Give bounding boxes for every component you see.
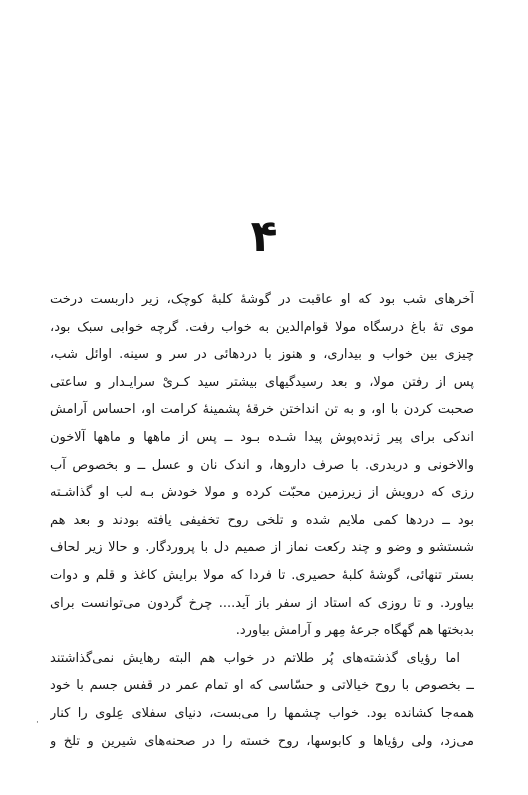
paragraph-1 bbox=[50, 286, 474, 645]
text-line: والاخونی و دربدری. با صرف داروها، و اندک نان و عسل ــ و بخصوص آب bbox=[50, 457, 474, 473]
text-line: بستر تنهائی، گوشهٔ کلبهٔ حصیری. تا فردا که مولا برایش کاغذ و قلم و دوات bbox=[50, 567, 474, 583]
text-line: صحبت کردن با او، و به تن انداختن خرقهٔ پشمینهٔ کرامت او، احساس آرامش bbox=[50, 402, 474, 418]
paragraph-2 bbox=[50, 645, 474, 755]
text-line: همه‌جا کشانده بود. خواب چشمها را می‌بست، دنیای سفلای عِلوی را کنار bbox=[50, 705, 474, 721]
text-line: آخرهای شب بود که او عاقبت در گوشهٔ کلبهٔ کوچک، زیر داربست درخت bbox=[50, 292, 474, 307]
body-text bbox=[50, 286, 474, 755]
text-line: موی تهٔ باغ درسگاه مولا قوام‌الدین به خواب رفت. گرچه خوابی سبک بود، bbox=[50, 319, 474, 335]
text-line: شستشو و وضو و چند رکعت نماز از صمیم دل با پروردگار. و حالا زیر لحاف bbox=[50, 540, 474, 556]
text-line: اما رؤیای گذشته‌های پُر طلاتم در خواب هم البته رهایش نمی‌گذاشتند bbox=[50, 650, 460, 666]
text-line: بدبختها هم گهگاه جرعهٔ مِهر و آرامش بیاورد. bbox=[235, 623, 474, 639]
chapter-number: ۴ bbox=[250, 211, 278, 262]
margin-mark: · bbox=[36, 718, 39, 728]
text-line: چیزی بین خواب و بیداری، و هنوز با دردهائی در سر و سینه. اوائل شب، bbox=[50, 347, 474, 363]
text-line: بیاورد. و تا روزی که استاد از سفر باز آید.... چرخ گردون می‌توانست برای bbox=[50, 595, 474, 611]
text-line: ــ بخصوص با روح خیالاتی و حسّاسی که او تمام عمر در قفس جسم با خود bbox=[50, 678, 474, 694]
text-line: می‌زد، ولی رؤیاها و کابوسها، روح خسته را در صحنه‌های شیرین و تلخ و bbox=[50, 733, 474, 749]
text-line: رزی که درویش از زیرزمین محبّت کرده و مولا خودش بـه لب او گذاشـته bbox=[50, 485, 474, 501]
text-line: بود ــ دردها کمی ملایم شده و تلخی روح تخفیفی یافته بودند و بعد هم bbox=[50, 512, 474, 528]
text-line: پس از رفتن مولا، و بعد رسیدگیهای بیشتر سید کـریْ سرایـدار و ساعتی bbox=[50, 374, 474, 390]
text-line: اندکی برای پیر ژنده‌پوش پیدا شـده بـود ــ پس از ماهها و ماهها آلاخون bbox=[50, 429, 474, 445]
